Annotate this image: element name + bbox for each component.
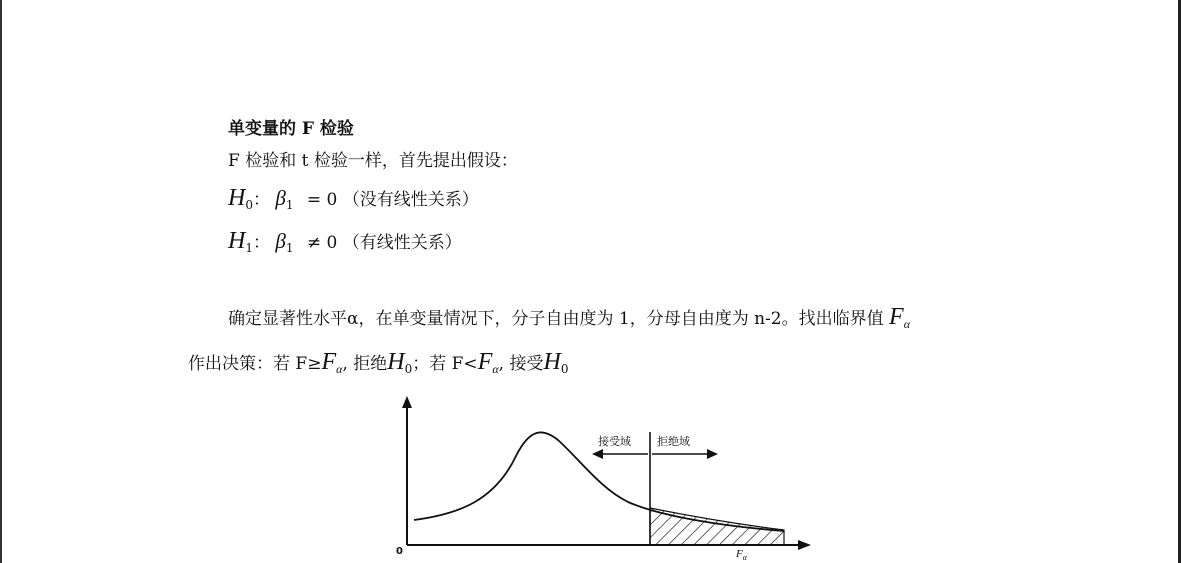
- rejection-region-shading: [650, 508, 784, 545]
- decision-reject-text: , 拒绝: [342, 354, 388, 374]
- h0-beta: β: [275, 186, 286, 210]
- page-left-edge: [0, 0, 2, 563]
- h0-note: （没有线性关系）: [342, 190, 479, 210]
- reject-arrowhead: [707, 449, 718, 459]
- f-distribution-figure: [390, 390, 820, 563]
- decision-lead: 作出决策：若 F≥: [188, 354, 322, 374]
- h1-colon: ：: [252, 233, 270, 253]
- h1-symbol: H: [228, 228, 246, 254]
- h0-relation: = 0: [306, 190, 338, 210]
- accept-arrowhead: [592, 449, 603, 459]
- decision-h-reject-sub: 0: [404, 362, 413, 376]
- h0-subscript: 0: [245, 198, 253, 212]
- h0-beta-subscript: 1: [285, 198, 294, 212]
- decision-paragraph: [188, 350, 568, 375]
- origin-label: 0: [396, 546, 403, 557]
- decision-accept-text: , 接受: [498, 354, 544, 374]
- hypothesis-h0: [228, 186, 479, 211]
- section-heading: 单变量的 F 检验: [228, 119, 354, 139]
- accept-region-label: 接受域: [598, 435, 631, 448]
- critical-f-symbol: F: [889, 304, 904, 330]
- decision-alpha1: α: [336, 362, 343, 376]
- decision-h-reject: H: [387, 349, 405, 375]
- critical-f-label: [735, 548, 748, 562]
- hypothesis-h1: [228, 229, 462, 254]
- h1-relation: ≠ 0: [306, 233, 338, 253]
- decision-alpha2: α: [492, 362, 499, 376]
- h1-beta: β: [275, 229, 286, 253]
- significance-paragraph: [228, 305, 910, 330]
- significance-text: 确定显著性水平α，在单变量情况下，分子自由度为 1，分母自由度为 n-2。找出临界值: [228, 309, 884, 329]
- critical-f-label-f: F: [736, 548, 743, 560]
- h1-subscript: 1: [245, 241, 253, 255]
- critical-f-label-alpha: α: [742, 553, 747, 562]
- decision-else-text: ；若 F<: [412, 354, 478, 374]
- h0-symbol: H: [228, 185, 246, 211]
- h0-colon: ：: [252, 190, 270, 210]
- decision-f1: F: [321, 349, 337, 375]
- reject-region-label: 拒绝域: [657, 435, 690, 448]
- x-axis-arrowhead: [798, 540, 811, 550]
- h1-note: （有线性关系）: [342, 233, 462, 253]
- decision-f2: F: [477, 349, 493, 375]
- h1-beta-subscript: 1: [285, 241, 294, 255]
- intro-text: F 检验和 t 检验一样，首先提出假设：: [228, 151, 518, 171]
- decision-h-accept: H: [543, 349, 561, 375]
- y-axis-arrowhead: [402, 396, 412, 408]
- decision-h-accept-sub: 0: [560, 362, 569, 376]
- critical-alpha-subscript: α: [903, 317, 911, 331]
